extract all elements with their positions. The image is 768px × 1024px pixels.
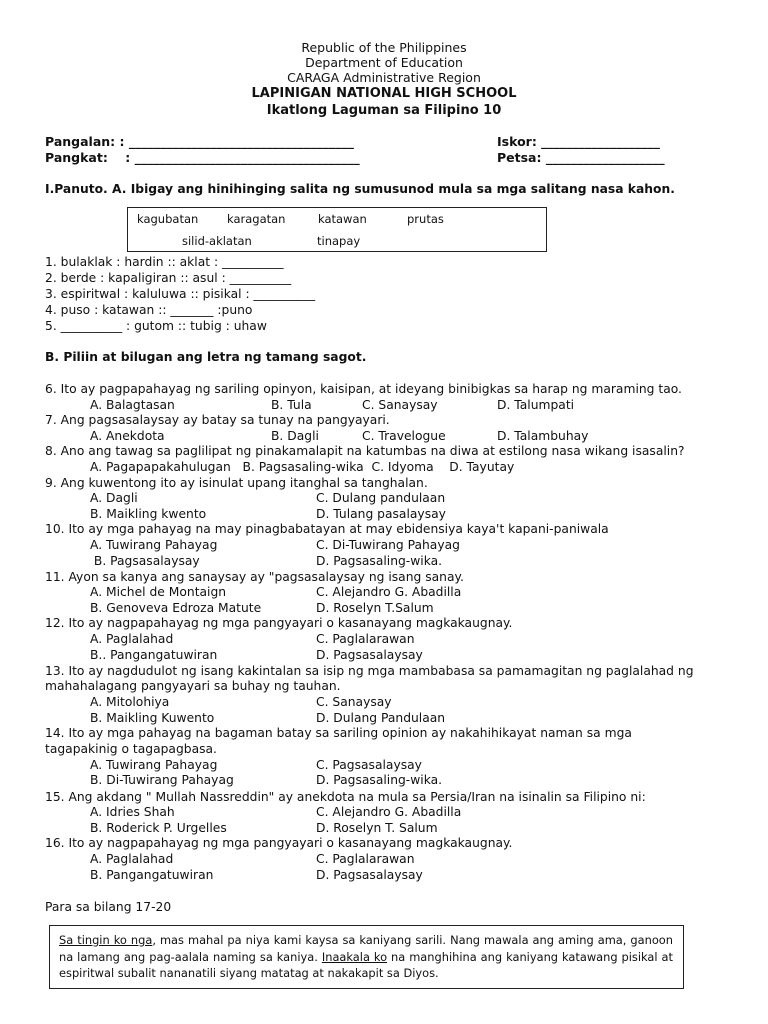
question-15: 15. Ang akdang " Mullah Nassreddin" ay anekdota na mula sa Persia/Iran na isinalin sa Filipino ni: (45, 790, 646, 804)
question-14-cont: tagapakinig o tagapagbasa. (45, 742, 217, 756)
q7-choice-b[interactable]: B. Dagli (271, 429, 319, 443)
question-11: 11. Ayon sa kanya ang sanaysay ay "pagsasalaysay ng isang sanay. (45, 570, 464, 584)
question-13: 13. Ito ay nagdudulot ng isang kakintalan sa isip ng mga mambabasa sa pamamagitan ng paglalahad ng (45, 664, 694, 678)
word-bank-item: tinapay (317, 234, 361, 248)
republic-line: Republic of the Philippines (301, 40, 467, 55)
part-b-heading: B. Piliin at bilugan ang letra ng tamang sagot. (45, 350, 367, 364)
part-a-heading: I.Panuto. A. Ibigay ang hinihinging salita ng sumusunod mula sa mga salitang nasa kahon. (45, 182, 675, 196)
q14-choice-b[interactable]: B. Di-Tuwirang Pahayag (90, 773, 234, 787)
q11-choice-c[interactable]: C. Alejandro G. Abadilla (316, 585, 462, 599)
q6-choice-a[interactable]: A. Balagtasan (90, 398, 175, 412)
region-line: CARAGA Administrative Region (287, 70, 481, 85)
q7-choice-c[interactable]: C. Travelogue (362, 429, 446, 443)
analogy-item: 5. __________ : gutom :: tubig : uhaw (45, 319, 267, 333)
q16-choice-a[interactable]: A. Paglalahad (90, 852, 174, 866)
word-bank-box (127, 207, 547, 252)
q12-choice-c[interactable]: C. Paglalarawan (316, 632, 415, 646)
q15-choice-b[interactable]: B. Roderick P. Urgelles (90, 821, 227, 835)
passage-text-part: na manghihina ang kaniyang katawang pisikal at espiritwal subalit nananatili siyang matatag at nakakapit sa Diyos. (59, 949, 673, 980)
q13-choice-c[interactable]: C. Sanaysay (316, 695, 392, 709)
q9-choice-b[interactable]: B. Maikling kwento (90, 507, 207, 521)
question-6: 6. Ito ay pagpapahayag ng sariling opinyon, kaisipan, at ideyang binibigkas sa harap ng maraming tao. (45, 382, 682, 396)
q11-choice-b[interactable]: B. Genoveva Edroza Matute (90, 601, 262, 615)
analogy-item: 4. puso : katawan :: _______ :puno (45, 303, 253, 317)
q13-choice-d[interactable]: D. Dulang Pandulaan (316, 711, 446, 725)
word-bank-item: katawan (318, 212, 367, 226)
q16-choice-c[interactable]: C. Paglalarawan (316, 852, 415, 866)
q9-choice-a[interactable]: A. Dagli (90, 491, 138, 505)
q15-choice-a[interactable]: A. Idries Shah (90, 805, 175, 819)
q6-choice-b[interactable]: B. Tula (271, 398, 312, 412)
q8-choices[interactable]: A. Pagapapakahulugan B. Pagsasaling-wika C. Idyoma D. Tayutay (90, 460, 515, 474)
school-name: LAPINIGAN NATIONAL HIGH SCHOOL (251, 86, 517, 101)
q12-choice-a[interactable]: A. Paglalahad (90, 632, 174, 646)
q15-choice-c[interactable]: C. Alejandro G. Abadilla (316, 805, 462, 819)
question-14: 14. Ito ay mga pahayag na bagaman batay sa sariling opinion ay nakahihikayat naman sa mga (45, 726, 632, 740)
q16-choice-d[interactable]: D. Pagsasalaysay (316, 868, 423, 882)
section-field[interactable]: Pangkat: : ____________________________________ (45, 150, 360, 165)
q12-choice-b[interactable]: B.. Pangangatuwiran (90, 648, 218, 662)
word-bank-item: silid-aklatan (182, 234, 252, 248)
q9-choice-c[interactable]: C. Dulang pandulaan (316, 491, 446, 505)
word-bank-item: prutas (407, 212, 444, 226)
date-field[interactable]: Petsa: ___________________ (497, 150, 665, 165)
word-bank-item: karagatan (227, 212, 286, 226)
q13-choice-a[interactable]: A. Mitolohiya (90, 695, 170, 709)
q9-choice-d[interactable]: D. Tulang pasalaysay (316, 507, 446, 521)
q11-choice-a[interactable]: A. Michel de Montaign (90, 585, 227, 599)
word-bank-item: kagubatan (137, 212, 199, 226)
q6-choice-c[interactable]: C. Sanaysay (362, 398, 438, 412)
q14-choice-d[interactable]: D. Pagsasaling-wika. (316, 773, 443, 787)
q10-choice-c[interactable]: C. Di-Tuwirang Pahayag (316, 538, 460, 552)
q14-choice-c[interactable]: C. Pagsasalaysay (316, 758, 422, 772)
question-16: 16. Ito ay nagpapahayag ng mga pangyayari o kasanayang magkakaugnay. (45, 836, 513, 850)
exam-title: Ikatlong Laguman sa Filipino 10 (266, 103, 502, 118)
q12-choice-d[interactable]: D. Pagsasalaysay (316, 648, 423, 662)
question-8: 8. Ano ang tawag sa paglilipat ng pinakamalapit na katumbas na diwa at estilong nasa wikang isasalin? (45, 444, 685, 458)
q10-choice-d[interactable]: D. Pagsasaling-wika. (316, 554, 443, 568)
q6-choice-d[interactable]: D. Talumpati (497, 398, 575, 412)
q10-choice-b[interactable]: B. Pagsasalaysay (90, 554, 200, 568)
analogy-item: 3. espiritwal : kaluluwa :: pisikal : __________ (45, 287, 316, 301)
score-field[interactable]: Iskor: ___________________ (497, 134, 660, 149)
question-9: 9. Ang kuwentong ito ay isinulat upang itanghal sa tanghalan. (45, 476, 428, 490)
name-field[interactable]: Pangalan: : ____________________________________ (45, 134, 354, 149)
passage-underlined-phrase: Sa tingin ko nga (59, 933, 153, 947)
q13-choice-b[interactable]: B. Maikling Kuwento (90, 711, 215, 725)
q14-choice-a[interactable]: A. Tuwirang Pahayag (90, 758, 218, 772)
passage-underlined-phrase: Inaakala ko (321, 949, 388, 964)
passage-label: Para sa bilang 17-20 (45, 900, 172, 914)
passage-text (59, 932, 673, 982)
analogy-item: 1. bulaklak : hardin :: aklat : __________ (45, 255, 284, 269)
q7-choice-d[interactable]: D. Talambuhay (497, 429, 589, 443)
q16-choice-b[interactable]: B. Pangangatuwiran (90, 868, 214, 882)
question-7: 7. Ang pagsasalaysay ay batay sa tunay na pangyayari. (45, 413, 390, 427)
passage-text-part: , mas mahal pa niya kami kaysa sa kaniyang sarili. Nang mawala ang aming ama, ganoon na lamang ang pag-aalala naming sa kaniya. (59, 933, 673, 964)
question-12: 12. Ito ay nagpapahayag ng mga pangyayari o kasanayang magkakaugnay. (45, 616, 513, 630)
q11-choice-d[interactable]: D. Roselyn T.Salum (316, 601, 434, 615)
question-13-cont: mahahalagang pangyayari sa buhay ng tauhan. (45, 679, 341, 693)
q10-choice-a[interactable]: A. Tuwirang Pahayag (90, 538, 218, 552)
department-line: Department of Education (305, 55, 463, 70)
q15-choice-d[interactable]: D. Roselyn T. Salum (316, 821, 438, 835)
q7-choice-a[interactable]: A. Anekdota (90, 429, 165, 443)
analogy-item: 2. berde : kapaligiran :: asul : __________ (45, 271, 292, 285)
question-10: 10. Ito ay mga pahayag na may pinagbabatayan at may ebidensiya kaya't kapani-paniwala (45, 522, 609, 536)
